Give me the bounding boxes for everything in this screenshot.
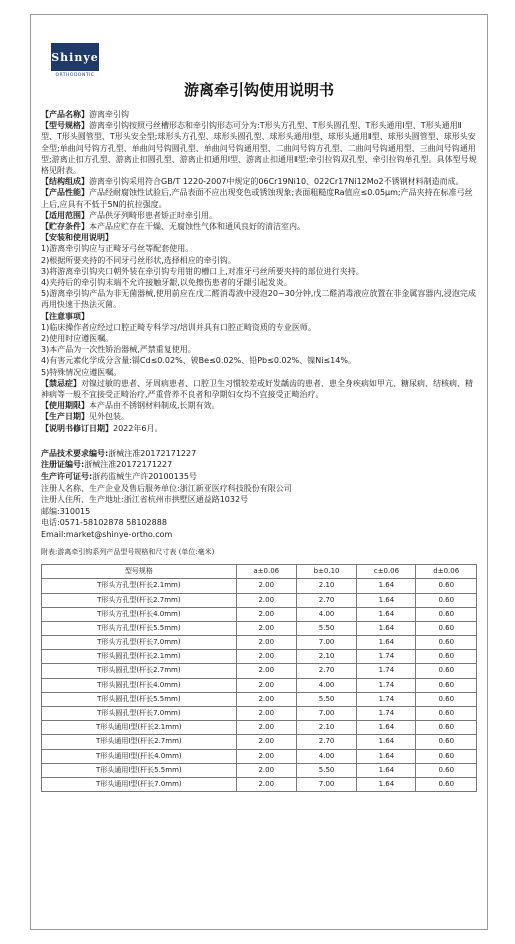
table-cell: 0.60 [416, 650, 477, 664]
table-cell: 1.74 [357, 650, 416, 664]
table-cell: 1.64 [357, 721, 416, 735]
table-header-cell: a±0.06 [236, 564, 296, 579]
table-cell: 2.00 [236, 721, 296, 735]
table-cell: T形头圆孔型(杆长2.7mm) [42, 664, 237, 678]
table-cell: 5.50 [296, 621, 357, 635]
table-header-row [42, 564, 477, 579]
table-cell: 0.60 [416, 763, 477, 777]
table-cell: 0.60 [416, 636, 477, 650]
table-cell: T形头通用Ⅰ型(杆长2.7mm) [42, 735, 237, 749]
table-cell: 2.00 [236, 692, 296, 706]
section-line [41, 243, 477, 254]
section-line [41, 355, 477, 366]
section-line [41, 109, 477, 120]
table-cell: 7.00 [296, 707, 357, 721]
section-line-label: 【贮存条件】 [41, 222, 89, 232]
section-line-text: 2)根据所要夹持的不同牙弓丝形状,选择相应的牵引钩。 [41, 255, 236, 265]
table-cell: 1.74 [357, 707, 416, 721]
table-cell: T形头圆孔型(杆长2.1mm) [42, 650, 237, 664]
contact-line-text: 浙药监械生产许20100135号 [92, 472, 197, 482]
logo-subtitle: ORTHODONTIC [55, 73, 95, 78]
section-line-text: 3)本产品为一次性矫治器械,严禁重复使用。 [41, 345, 196, 355]
section-line-label: 【型号规格】 [41, 121, 89, 131]
table-cell: T形头圆孔型(杆长5.5mm) [42, 692, 237, 706]
table-cell: 0.60 [416, 777, 477, 791]
section-line-label: 【安装和使用说明】 [41, 233, 113, 243]
section-line [41, 400, 477, 411]
sections-list [41, 109, 477, 434]
table-cell: 2.10 [296, 721, 357, 735]
table-cell: 2.00 [236, 650, 296, 664]
contact-line-text: 浙械注准20172171227 [108, 448, 197, 458]
table-cell: 0.60 [416, 664, 477, 678]
section-line-text: 4)夹持后的牵引钩末端不允许接触牙龈,以免擦伤患者的牙龈引起发炎。 [41, 278, 292, 288]
table-cell: 1.74 [357, 678, 416, 692]
table-cell: 1.64 [357, 579, 416, 593]
section-line-text: 1)游离牵引钩应与正畸牙弓丝等配套使用。 [41, 244, 194, 254]
table-cell: 4.00 [296, 607, 357, 621]
table-cell: 0.60 [416, 621, 477, 635]
table-cell: 7.00 [296, 636, 357, 650]
section-line-label: 【禁忌症】 [41, 378, 81, 388]
section-line [41, 378, 477, 400]
section-line [41, 210, 477, 221]
section-line-label: 【说明书修订日期】 [41, 423, 113, 433]
table-cell: 0.60 [416, 607, 477, 621]
table-row [42, 678, 477, 692]
table-header-cell: b±0.10 [296, 564, 357, 579]
table-cell: 0.60 [416, 707, 477, 721]
table-row [42, 636, 477, 650]
section-line [41, 311, 477, 322]
table-cell: 0.60 [416, 749, 477, 763]
table-cell: T形头方孔型(杆长4.0mm) [42, 607, 237, 621]
contact-line [41, 483, 477, 495]
table-row [42, 749, 477, 763]
section-line [41, 232, 477, 243]
table-cell: 2.00 [236, 707, 296, 721]
table-cell: 2.00 [236, 593, 296, 607]
contact-line-label: 生产许可证号: [41, 472, 93, 482]
table-cell: 1.64 [357, 621, 416, 635]
table-body [42, 579, 477, 792]
contact-line-label: 产品技术要求编号: [41, 448, 109, 458]
table-cell: 5.50 [296, 763, 357, 777]
table-cell: 0.60 [416, 593, 477, 607]
table-caption: 附表:游离牵引钩系列产品型号规格和尺寸表 (单位:毫米) [41, 547, 215, 556]
section-line-text: 5)游离牵引钩产品为非无菌器械,使用前应在戊二醛消毒液中浸泡20~30分钟,戊二醛消毒液应放置在非金属容器内,浸泡完成再用快速干热法灭菌。 [41, 289, 476, 310]
section-line [41, 187, 477, 209]
table-cell: 4.00 [296, 678, 357, 692]
contact-line [41, 459, 477, 471]
table-cell: 2.00 [236, 636, 296, 650]
table-cell: 0.60 [416, 721, 477, 735]
contact-line-text: 注册人住所、生产地址:浙江省杭州市拱墅区通益路1032号 [41, 495, 249, 505]
table-cell: 2.70 [296, 664, 357, 678]
contact-line [41, 529, 477, 541]
section-line [41, 344, 477, 355]
section-line [41, 423, 477, 434]
section-line [41, 411, 477, 422]
section-line [41, 120, 477, 176]
table-cell: 2.00 [236, 763, 296, 777]
table-row [42, 692, 477, 706]
section-line-label: 【生产日期】 [41, 412, 89, 422]
table-cell: 0.60 [416, 735, 477, 749]
section-line-label: 【产品性能】 [41, 188, 89, 198]
section-line-text: 游离牵引钩采用符合GB/T 1220-2007中规定的06Cr19Ni10、022Cr17Ni12Mo2不锈钢材料制造而成。 [89, 177, 464, 187]
section-line-text: 见外包装。 [89, 412, 129, 422]
table-cell: 2.00 [236, 735, 296, 749]
table-cell: 1.74 [357, 664, 416, 678]
instruction-sheet [30, 14, 488, 930]
table-cell: 1.74 [357, 692, 416, 706]
table-cell: 1.64 [357, 749, 416, 763]
table-cell: 0.60 [416, 678, 477, 692]
section-line-text: 游离牵引钩按照弓丝槽形态和牵引钩形态可分为:T形头方孔型、T形头圆孔型、T形头通用Ⅰ型、T形头通用Ⅱ型、T形头圆管型、T形头安全型;球形头方孔型、球形头圆孔型、球形头通用Ⅰ型、球形头通用Ⅱ型、球形头圆管型、球形头安全型;单曲问号钩方孔型、单曲问号钩圆孔型、单曲问号钩通用型、二曲问号钩方孔型、二曲问号钩通用型、三曲问号钩通用型;游离止扣方孔型、游离止扣圆孔型、游离止扣通用Ⅰ型、游离止扣通用Ⅱ型;牵引拉钩双孔型、牵引拉钩单孔型。具体型号规格见附表。 [41, 121, 477, 176]
table-cell: 1.64 [357, 735, 416, 749]
section-line-text: 本产品由不锈钢材料制成,长期有效。 [89, 401, 220, 411]
section-line [41, 266, 477, 277]
table-cell: 1.64 [357, 607, 416, 621]
table-cell: 2.70 [296, 593, 357, 607]
section-line-text: 5)特殊情况应遵医嘱。 [41, 367, 122, 377]
section-line-text: 4)有害元素化学成分含量:镉Cd≤0.02%、铍Be≤0.02%、铅Pb≤0.02%、镍Ni≤14%。 [41, 356, 356, 366]
table-cell: T形头方孔型(杆长2.1mm) [42, 579, 237, 593]
table-cell: 2.00 [236, 664, 296, 678]
table-cell: T形头方孔型(杆长2.7mm) [42, 593, 237, 607]
table-cell: 0.60 [416, 692, 477, 706]
table-header-cell: c±0.06 [357, 564, 416, 579]
brand-logo [51, 43, 99, 78]
section-line [41, 322, 477, 333]
table-cell: 2.00 [236, 777, 296, 791]
table-row [42, 777, 477, 791]
section-line-text: 3)将游离牵引钩夹口朝外装在牵引钩专用钳的槽口上,对准牙弓丝所要夹持的部位进行夹持。 [41, 266, 364, 276]
spec-table [41, 564, 477, 792]
table-cell: T形头通用Ⅰ型(杆长2.1mm) [42, 721, 237, 735]
table-cell: 2.00 [236, 579, 296, 593]
contact-line-text: Email:market@shinye-ortho.com [41, 530, 173, 540]
table-cell: 0.60 [416, 579, 477, 593]
section-line-label: 【使用期限】 [41, 401, 89, 411]
table-header-cell: d±0.06 [416, 564, 477, 579]
section-line-label: 【注意事项】 [41, 311, 89, 321]
section-line [41, 176, 477, 187]
table-cell: 1.64 [357, 763, 416, 777]
table-row [42, 593, 477, 607]
table-cell: T形头方孔型(杆长7.0mm) [42, 636, 237, 650]
section-line-text: 产品供牙列畸形患者矫正时牵引用。 [89, 210, 217, 220]
table-row [42, 650, 477, 664]
table-row [42, 621, 477, 635]
table-cell: T形头通用Ⅰ型(杆长5.5mm) [42, 763, 237, 777]
contact-block [41, 448, 477, 541]
section-line-text: 本产品应贮存在干燥、无腐蚀性气体和通风良好的清洁室内。 [89, 222, 305, 232]
table-cell: 1.64 [357, 636, 416, 650]
document-body [41, 109, 477, 792]
table-row [42, 763, 477, 777]
table-row [42, 664, 477, 678]
table-cell: 1.64 [357, 777, 416, 791]
section-line-text: 1)临床操作者应经过口腔正畸专科学习/培训并具有口腔正畸资质的专业医师。 [41, 322, 316, 332]
contact-line-text: 注册人名称、生产企业及售后服务单位:浙江新亚医疗科技股份有限公司 [41, 483, 292, 493]
table-cell: 2.00 [236, 607, 296, 621]
table-cell: 2.00 [236, 749, 296, 763]
table-header-cell: 型号规格 [42, 564, 237, 579]
contact-line [41, 517, 477, 529]
section-line [41, 221, 477, 232]
table-cell: 2.00 [236, 678, 296, 692]
section-line-text: 2)使用时应遵医嘱。 [41, 334, 114, 344]
table-cell: 4.00 [296, 749, 357, 763]
section-line-label: 【适用范围】 [41, 210, 89, 220]
section-line [41, 277, 477, 288]
table-row [42, 607, 477, 621]
section-line [41, 288, 477, 310]
document-title: 游离牵引钩使用说明书 [183, 81, 334, 99]
contact-line [41, 506, 477, 518]
contact-line [41, 448, 477, 460]
table-cell: 2.10 [296, 650, 357, 664]
logo-wordmark: Shinye [51, 43, 99, 71]
table-row [42, 735, 477, 749]
contact-line-text: 电话:0571-58102878 58102888 [41, 518, 167, 528]
section-line [41, 333, 477, 344]
table-cell: T形头通用Ⅰ型(杆长7.0mm) [42, 777, 237, 791]
table-cell: T形头圆孔型(杆长7.0mm) [42, 707, 237, 721]
table-row [42, 707, 477, 721]
table-cell: 2.00 [236, 621, 296, 635]
section-line [41, 367, 477, 378]
section-line-text: 对镍过敏的患者、牙周病患者、口腔卫生习惯较差或好发龋齿的患者、患全身疾病如甲亢、糖尿病、结核病、精神病等一般不宜接受正畸治疗,严重营养不良者和孕期妇女均不宜接受正畸治疗。 [41, 378, 473, 400]
table-cell: 2.70 [296, 735, 357, 749]
table-cell: 2.10 [296, 579, 357, 593]
section-line-label: 【结构组成】 [41, 177, 89, 187]
table-row [42, 579, 477, 593]
table-cell: 5.50 [296, 692, 357, 706]
contact-line-text: 浙械注准20172171227 [84, 460, 173, 470]
table-cell: T形头方孔型(杆长5.5mm) [42, 621, 237, 635]
table-cell: 7.00 [296, 777, 357, 791]
section-line-text: 2022年6月。 [113, 423, 163, 433]
table-cell: T形头圆孔型(杆长4.0mm) [42, 678, 237, 692]
contact-line-text: 邮编:310015 [41, 506, 91, 516]
section-line [41, 255, 477, 266]
section-line-label: 【产品名称】 [41, 110, 89, 119]
contact-line-label: 注册证编号: [41, 460, 85, 470]
section-line-text: 游离牵引钩 [89, 110, 129, 119]
table-row [42, 721, 477, 735]
table-cell: T形头通用Ⅰ型(杆长4.0mm) [42, 749, 237, 763]
contact-line [41, 494, 477, 506]
contact-line [41, 471, 477, 483]
section-line-text: 产品经耐腐蚀性试验后,产品表面不应出现变色或锈蚀现象;表面粗糙度Ra值应≤0.05μm;产品夹持在标准弓丝上后,应具有不低于5N的抗拉强度。 [41, 188, 473, 209]
table-cell: 1.64 [357, 593, 416, 607]
